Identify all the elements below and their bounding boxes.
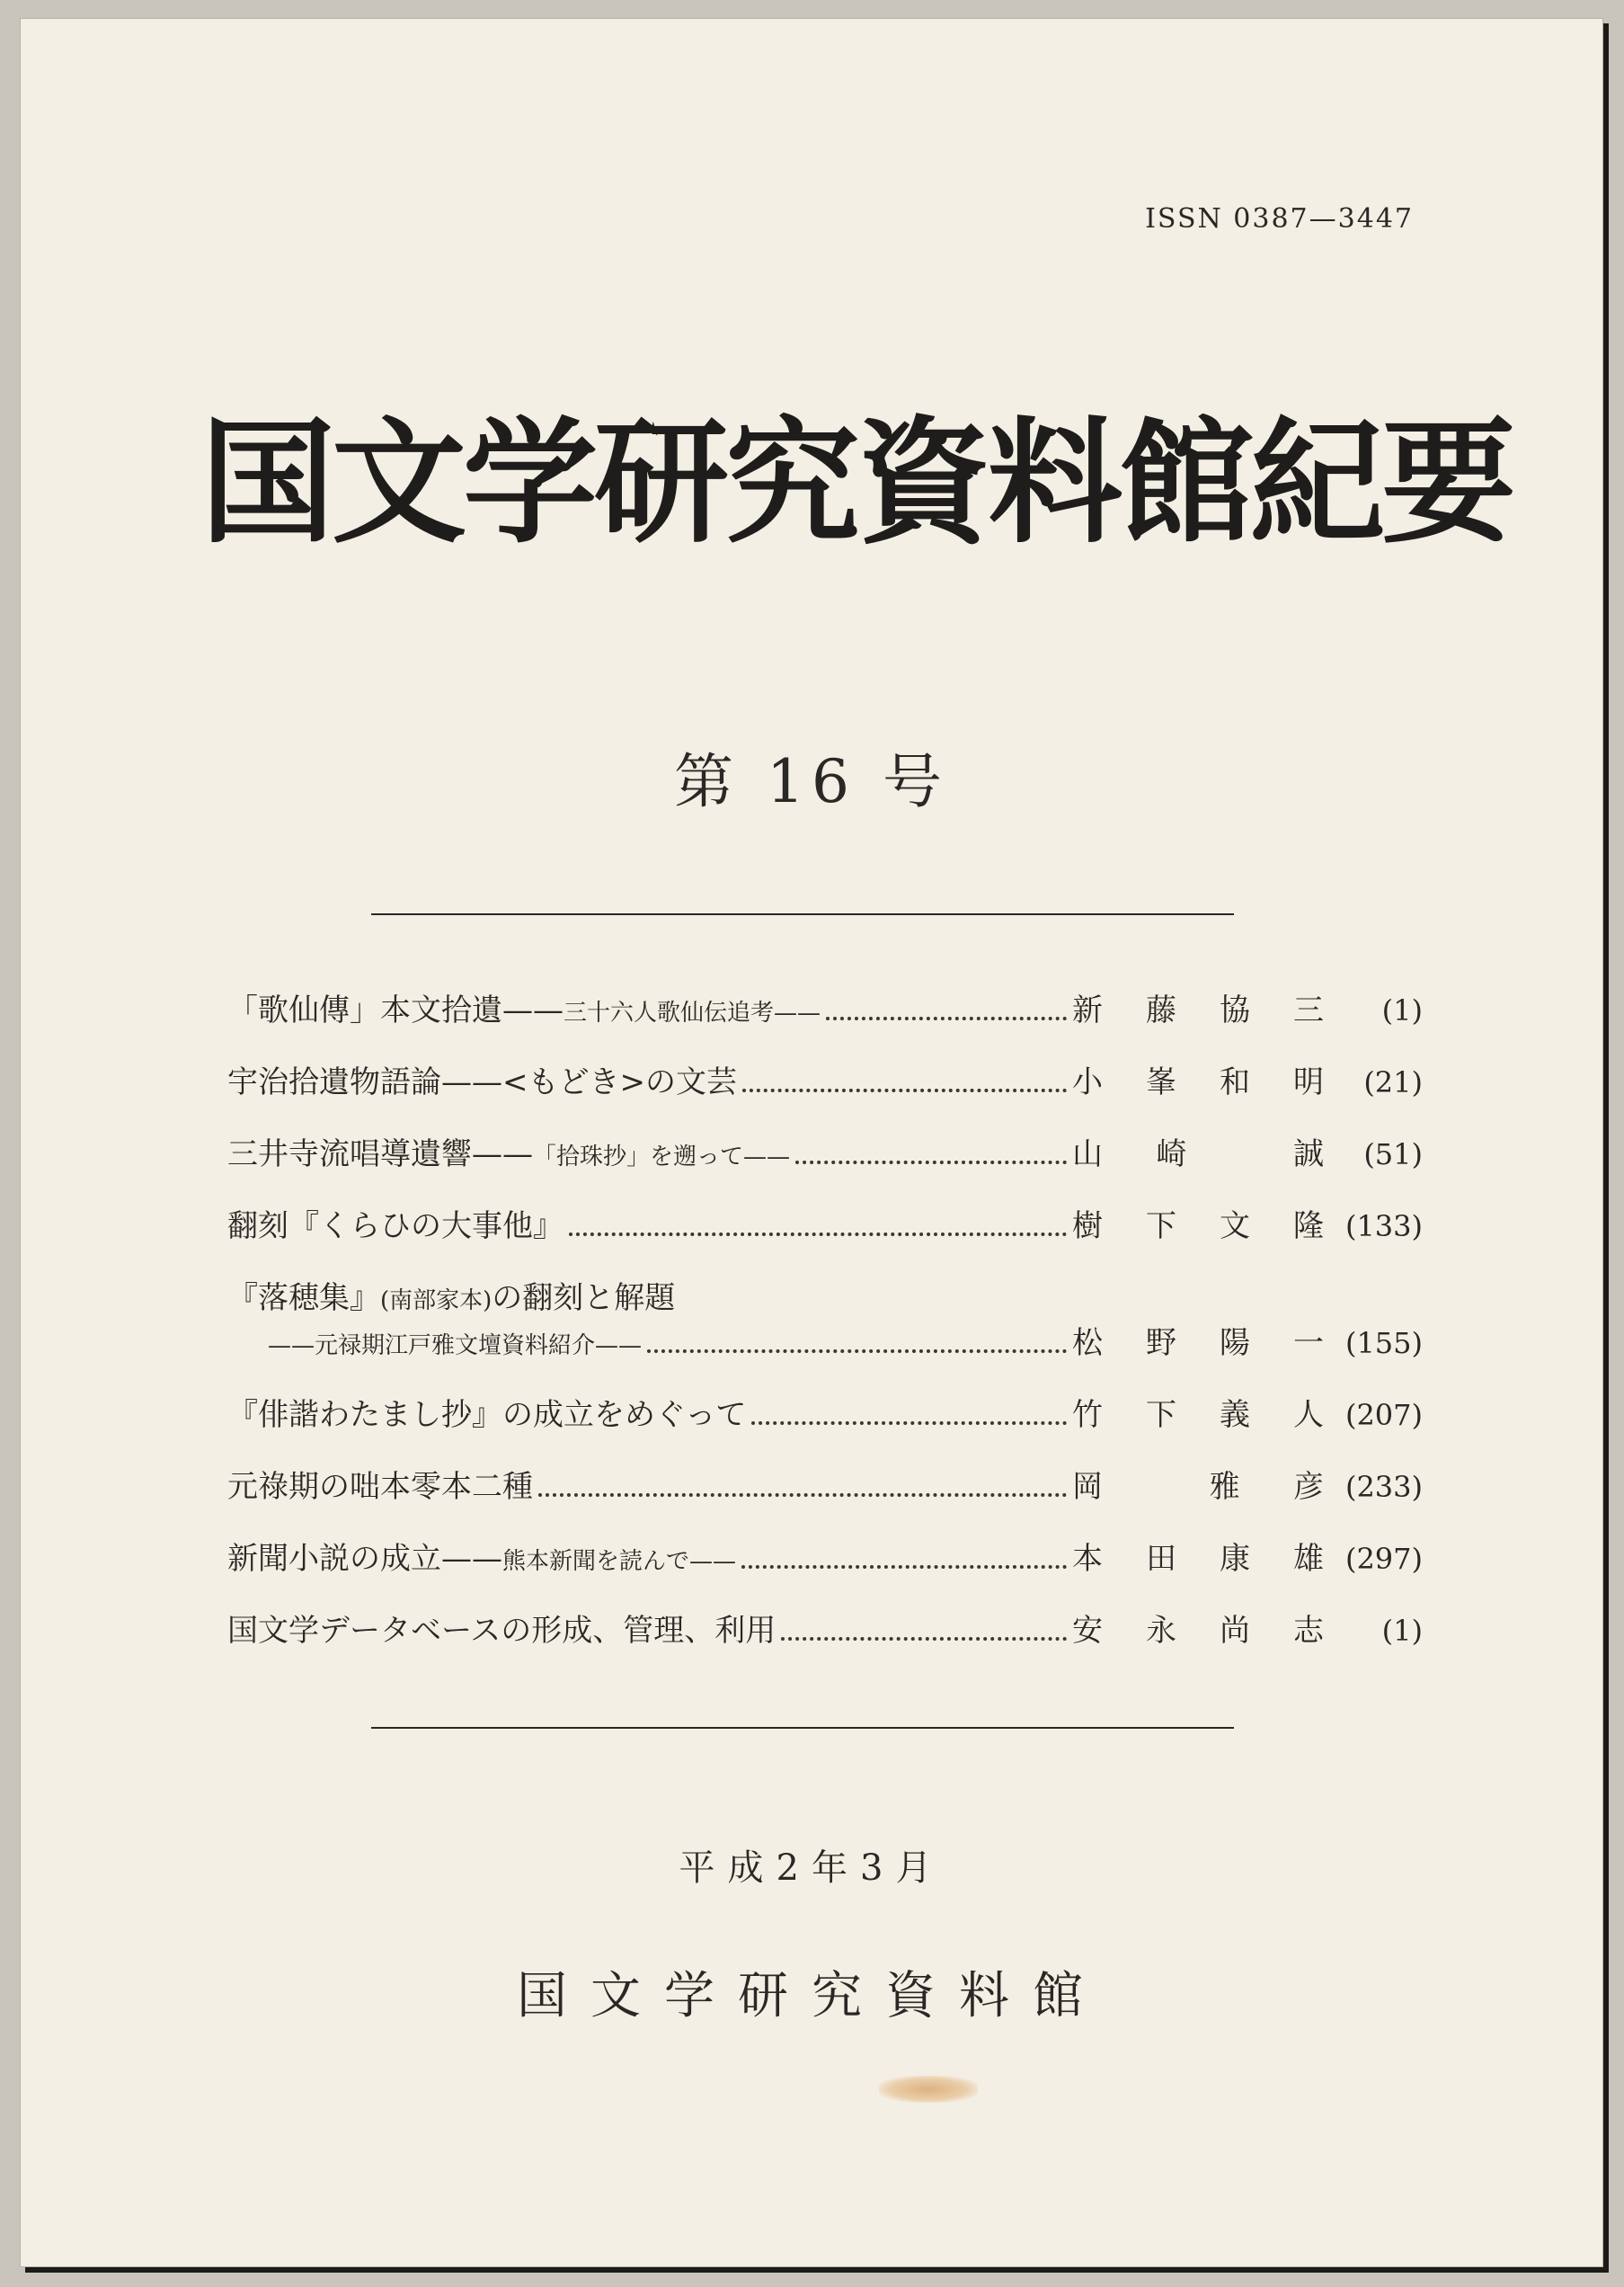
entry-title: 国文学データベースの形成、管理、利用 xyxy=(227,1613,777,1649)
publication-date: 平成2年3月 xyxy=(679,1847,945,1889)
publisher-name: 国文学研究資料館 xyxy=(517,1967,1106,2025)
entry-author: 山 崎 誠 xyxy=(1072,1136,1324,1172)
dot-leader xyxy=(569,1232,1067,1236)
entry-title: 『落穂集』 xyxy=(227,1280,380,1316)
entry-title-note: (南部家本) xyxy=(380,1287,493,1314)
issn-number: ISSN 0387—3447 xyxy=(1145,203,1414,235)
dot-leader xyxy=(751,1421,1067,1425)
journal-cover xyxy=(20,18,1603,2267)
toc-entry xyxy=(227,1462,1423,1507)
entry-page: (207) xyxy=(1344,1398,1423,1432)
toc-entry xyxy=(227,1534,1423,1579)
toc-entry xyxy=(227,1273,1423,1363)
top-divider xyxy=(371,913,1234,915)
entry-page: (297) xyxy=(1344,1542,1423,1576)
dot-leader xyxy=(741,1565,1067,1569)
toc-entry xyxy=(227,1201,1423,1246)
dot-leader xyxy=(795,1161,1067,1164)
dot-leader xyxy=(826,1017,1067,1020)
entry-author: 松 野 陽 一 xyxy=(1072,1325,1324,1361)
dot-leader xyxy=(742,1089,1067,1092)
entry-page: (233) xyxy=(1344,1470,1423,1504)
entry-title: 翻刻『くらひの大事他』 xyxy=(227,1208,564,1244)
entry-author: 竹 下 義 人 xyxy=(1072,1397,1324,1433)
dot-leader xyxy=(647,1349,1067,1353)
entry-author: 小 峯 和 明 xyxy=(1072,1064,1324,1100)
entry-title: 宇治拾遺物語論——<もどき>の文芸 xyxy=(227,1064,737,1100)
issue-number: 第 16 号 xyxy=(674,747,949,816)
entry-author: 安 永 尚 志 xyxy=(1072,1613,1324,1649)
paper-stain xyxy=(879,2076,978,2103)
entry-author: 本 田 康 雄 xyxy=(1072,1541,1324,1577)
entry-author: 新 藤 協 三 xyxy=(1072,992,1324,1028)
entry-title: 元祿期の咄本零本二種 xyxy=(227,1469,533,1505)
entry-page: (133) xyxy=(1344,1209,1423,1243)
entry-page: (1) xyxy=(1381,993,1423,1028)
journal-title: 国文学研究資料館紀要 xyxy=(200,404,1513,562)
entry-title: 三井寺流唱導遺響—— xyxy=(227,1136,533,1172)
entry-page: (155) xyxy=(1344,1326,1423,1360)
dot-leader xyxy=(781,1637,1067,1641)
entry-title: 『俳諧わたまし抄』の成立をめぐって xyxy=(227,1397,747,1433)
entry-subtitle: 三十六人歌仙伝追考—— xyxy=(564,1000,821,1027)
entry-title: 「歌仙傳」本文拾遺—— xyxy=(227,992,564,1028)
bottom-divider xyxy=(371,1727,1234,1729)
entry-subtitle: 「拾珠抄」を遡って—— xyxy=(533,1144,791,1170)
entry-subtitle: 熊本新聞を読んで—— xyxy=(502,1548,737,1575)
toc-entry xyxy=(227,985,1423,1030)
entry-author: 樹 下 文 隆 xyxy=(1072,1208,1324,1244)
entry-page: (1) xyxy=(1381,1614,1423,1648)
entry-author: 岡 雅 彦 xyxy=(1072,1469,1324,1505)
dot-leader xyxy=(538,1493,1067,1497)
toc-entry xyxy=(227,1129,1423,1174)
toc-entry xyxy=(227,1390,1423,1435)
entry-title: 新聞小説の成立—— xyxy=(227,1541,502,1577)
entry-page: (51) xyxy=(1363,1137,1423,1171)
toc-entry xyxy=(227,1606,1423,1651)
toc-entry xyxy=(227,1057,1423,1102)
entry-page: (21) xyxy=(1363,1065,1423,1099)
table-of-contents xyxy=(227,985,1423,1651)
entry-subtitle: ——元禄期江戸雅文壇資料紹介—— xyxy=(268,1332,643,1359)
entry-title-rest: の翻刻と解題 xyxy=(492,1280,676,1316)
